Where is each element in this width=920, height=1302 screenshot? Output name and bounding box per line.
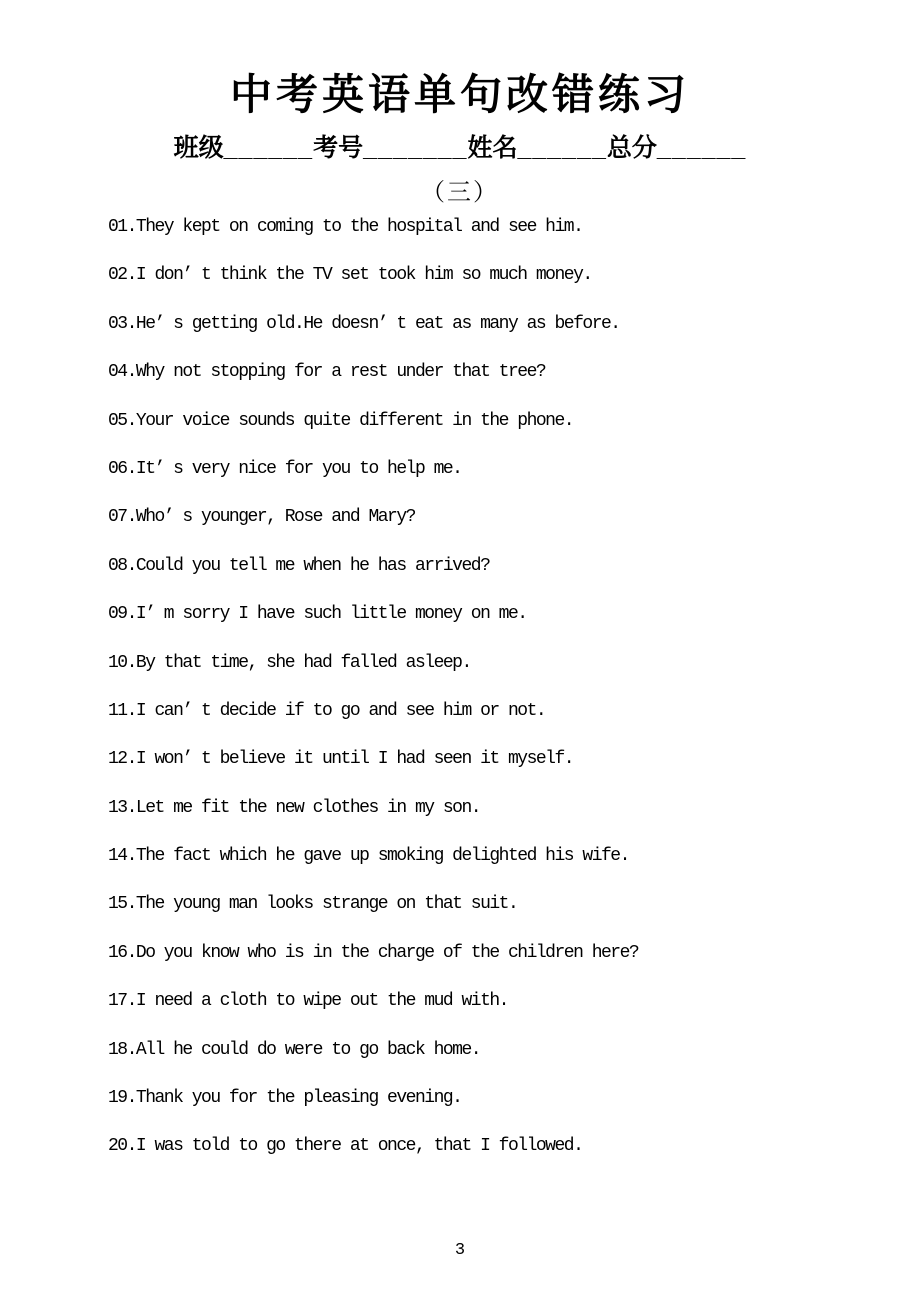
item-sentence: I’ m sorry I have such little money on me. — [135, 604, 527, 625]
section-label: （三） — [421, 180, 499, 206]
item-number: 03. — [108, 313, 136, 334]
exercise-item — [108, 555, 638, 603]
exam-number-field — [313, 134, 467, 162]
item-sentence: Thank you for the pleasing evening. — [135, 1088, 462, 1109]
item-sentence: I can’ t decide if to go and see him or not. — [135, 700, 546, 721]
exercise-item — [108, 458, 638, 506]
item-number: 14. — [108, 846, 136, 867]
item-sentence: They kept on coming to the hospital and see him. — [135, 217, 583, 237]
total-score-blank-line: ______ — [656, 134, 747, 162]
item-number: 06. — [108, 458, 136, 479]
exercise-item — [108, 700, 638, 748]
item-sentence: I don’ t think the TV set took him so much money. — [135, 265, 592, 286]
total-score-field-label: 总分 — [606, 134, 657, 162]
item-sentence: I was told to go there at once, that I followed. — [135, 1136, 583, 1157]
item-number: 19. — [108, 1088, 136, 1109]
exercise-list — [108, 216, 638, 1184]
item-sentence: I won’ t believe it until I had seen it myself. — [135, 749, 574, 770]
item-sentence: Why not stopping for a rest under that tree? — [135, 362, 546, 383]
exercise-item — [108, 264, 638, 312]
exercise-item — [108, 216, 638, 264]
item-sentence: All he could do were to go back home. — [135, 1039, 481, 1060]
class-field-label: 班级 — [173, 134, 224, 162]
page-number: 3 — [454, 1241, 466, 1260]
page-title: 中考英语单句改错练习 — [229, 71, 690, 118]
exercise-item — [108, 990, 638, 1038]
item-number: 08. — [108, 555, 136, 576]
item-sentence: Could you tell me when he has arrived? — [135, 555, 490, 576]
exercise-item — [108, 603, 638, 651]
item-sentence: He’ s getting old.He doesn’ t eat as many as before. — [135, 313, 620, 334]
item-number: 13. — [108, 797, 136, 818]
exercise-item — [108, 361, 638, 409]
name-field-label: 姓名 — [467, 134, 518, 162]
item-sentence: The young man looks strange on that suit. — [135, 894, 518, 915]
exercise-item — [108, 748, 638, 796]
item-number: 12. — [108, 749, 136, 770]
exercise-item — [108, 797, 638, 845]
item-number: 11. — [108, 700, 136, 721]
exercise-item — [108, 1087, 638, 1135]
item-sentence: By that time, she had falled asleep. — [135, 652, 471, 673]
exercise-item — [108, 1135, 638, 1183]
exercise-item — [108, 942, 638, 990]
exam-number-blank-line: _______ — [363, 134, 468, 162]
item-sentence: Do you know who is in the charge of the children here? — [135, 942, 639, 963]
exercise-item — [108, 313, 638, 361]
item-number: 01. — [108, 217, 136, 237]
exam-number-field-label: 考号 — [313, 134, 364, 162]
item-number: 20. — [108, 1136, 136, 1157]
item-sentence: I need a cloth to wipe out the mud with. — [135, 991, 508, 1012]
item-number: 04. — [108, 362, 136, 383]
exercise-item — [108, 652, 638, 700]
item-sentence: It’ s very nice for you to help me. — [135, 458, 462, 479]
item-number: 15. — [108, 894, 136, 915]
item-sentence: Your voice sounds quite different in the phone. — [135, 410, 574, 431]
exercise-item — [108, 506, 638, 554]
student-info-line — [0, 128, 920, 164]
exercise-item — [108, 845, 638, 893]
item-number: 16. — [108, 942, 136, 963]
item-sentence: The fact which he gave up smoking delighted his wife. — [135, 846, 629, 867]
name-blank-line: ______ — [517, 134, 607, 162]
total-score-field — [607, 134, 746, 162]
item-number: 10. — [108, 652, 136, 673]
exercise-item — [108, 410, 638, 458]
item-number: 17. — [108, 991, 136, 1012]
name-field — [467, 134, 606, 162]
class-field — [174, 134, 313, 162]
item-number: 18. — [108, 1039, 136, 1060]
item-sentence: Who’ s younger, Rose and Mary? — [135, 507, 415, 528]
exercise-item — [108, 1039, 638, 1087]
exercise-item — [108, 893, 638, 941]
item-number: 09. — [108, 604, 136, 625]
class-blank-line: ______ — [223, 134, 314, 162]
item-number: 07. — [108, 507, 136, 528]
item-number: 02. — [108, 265, 136, 286]
item-sentence: Let me fit the new clothes in my son. — [135, 797, 481, 818]
item-number: 05. — [108, 410, 136, 431]
